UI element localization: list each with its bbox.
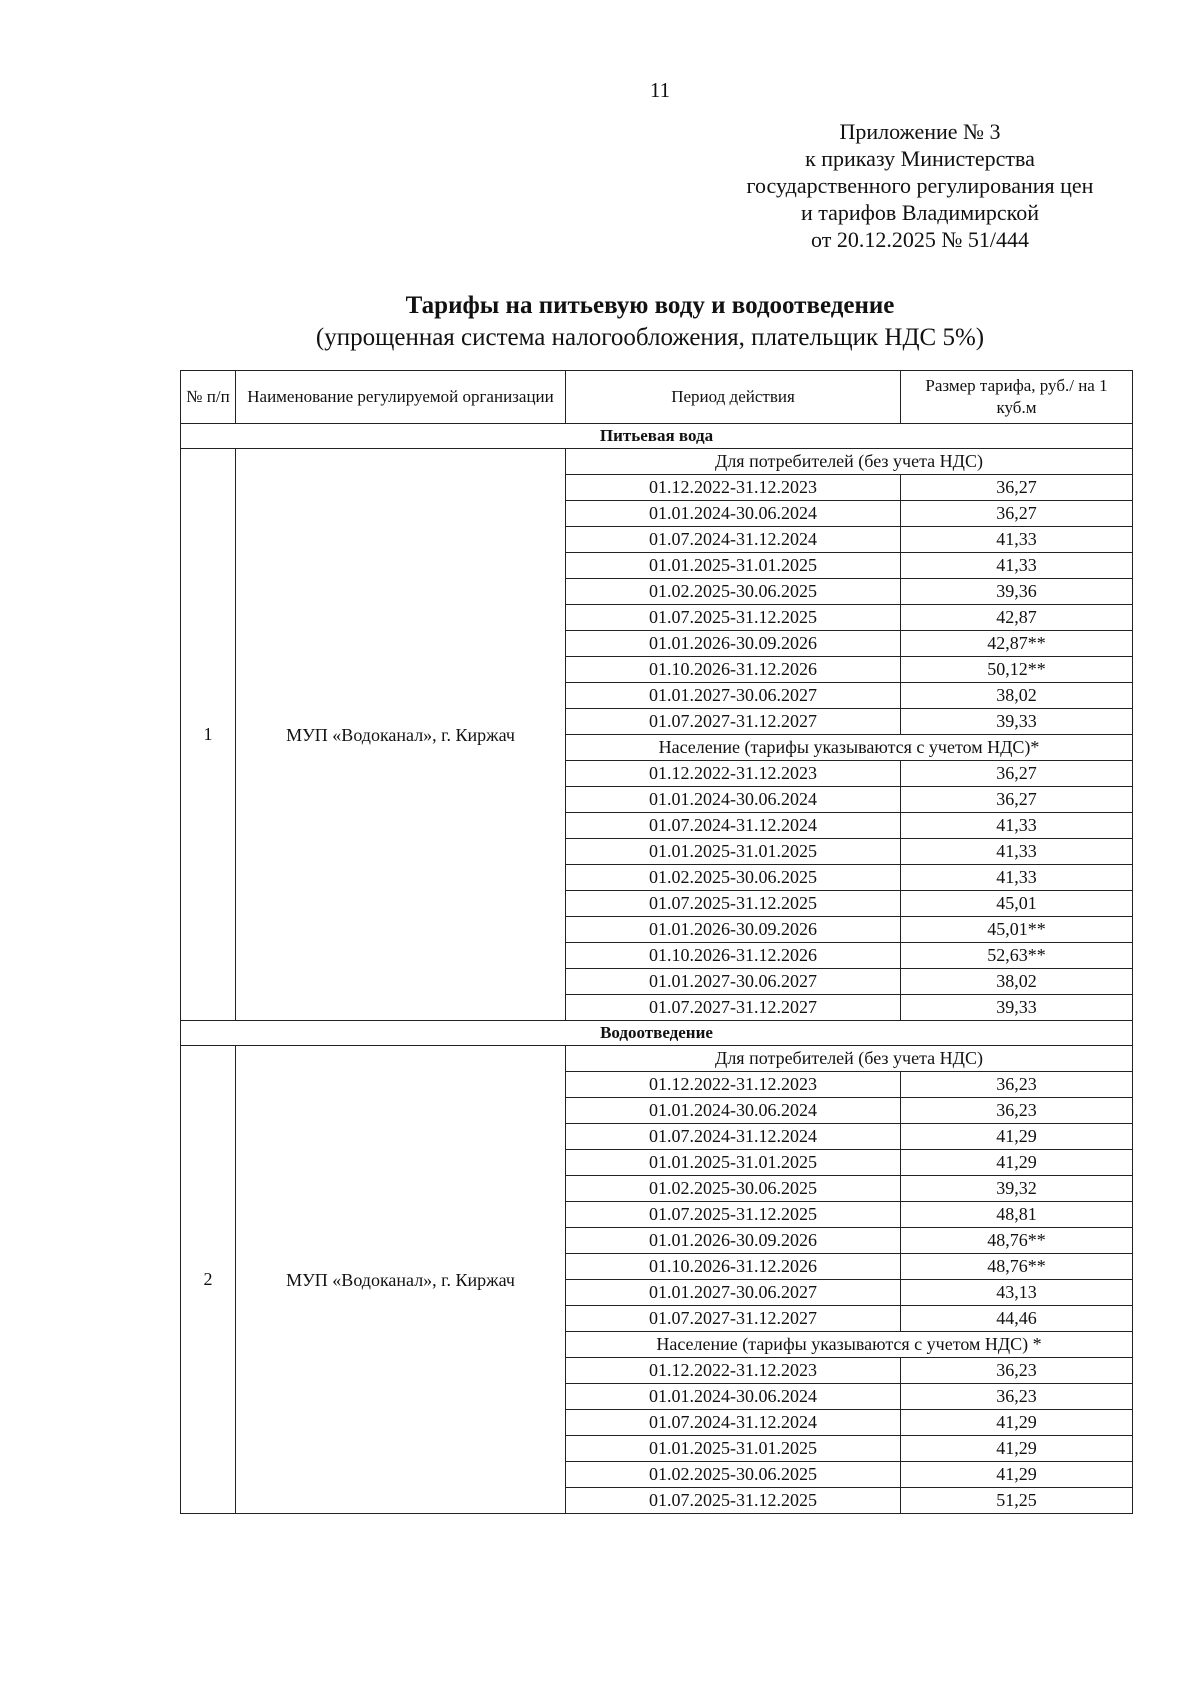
tariff-cell: 39,32 [901, 1176, 1133, 1202]
group-label: Для потребителей (без учета НДС) [566, 449, 1133, 475]
section-title: Водоотведение [181, 1021, 1133, 1046]
tariff-cell: 44,46 [901, 1306, 1133, 1332]
group-label: Население (тарифы указываются с учетом НДС)* [566, 735, 1133, 761]
period-cell: 01.07.2025-31.12.2025 [566, 605, 901, 631]
period-cell: 01.12.2022-31.12.2023 [566, 475, 901, 501]
tariff-cell: 51,25 [901, 1488, 1133, 1514]
tariff-cell: 41,33 [901, 527, 1133, 553]
period-cell: 01.01.2025-31.01.2025 [566, 553, 901, 579]
period-cell: 01.01.2024-30.06.2024 [566, 787, 901, 813]
section-row [181, 1021, 1133, 1046]
row-number: 2 [181, 1046, 236, 1514]
document-subtitle: (упрощенная система налогообложения, плательщик НДС 5%) [315, 324, 985, 351]
tariff-cell: 41,29 [901, 1462, 1133, 1488]
period-cell: 01.12.2022-31.12.2023 [566, 1358, 901, 1384]
organization-name: МУП «Водоканал», г. Киржач [236, 1046, 566, 1514]
section-row [181, 424, 1133, 449]
period-cell: 01.07.2027-31.12.2027 [566, 709, 901, 735]
header-organization: Наименование регулируемой организации [236, 371, 566, 424]
tariff-cell: 36,23 [901, 1384, 1133, 1410]
tariff-cell: 48,81 [901, 1202, 1133, 1228]
period-cell: 01.01.2027-30.06.2027 [566, 683, 901, 709]
appendix-line: от 20.12.2025 № 51/444 [811, 227, 1029, 252]
tariff-cell: 36,23 [901, 1072, 1133, 1098]
period-cell: 01.01.2024-30.06.2024 [566, 1384, 901, 1410]
group-label: Население (тарифы указываются с учетом НДС) * [566, 1332, 1133, 1358]
period-cell: 01.01.2026-30.09.2026 [566, 631, 901, 657]
tariff-cell: 41,29 [901, 1124, 1133, 1150]
period-cell: 01.02.2025-30.06.2025 [566, 1462, 901, 1488]
period-cell: 01.07.2024-31.12.2024 [566, 1410, 901, 1436]
table-body [181, 424, 1133, 1514]
tariff-cell: 41,33 [901, 839, 1133, 865]
period-cell: 01.02.2025-30.06.2025 [566, 579, 901, 605]
period-cell: 01.07.2025-31.12.2025 [566, 1202, 901, 1228]
tariff-cell: 39,33 [901, 709, 1133, 735]
tariff-cell: 36,23 [901, 1098, 1133, 1124]
period-cell: 01.07.2024-31.12.2024 [566, 527, 901, 553]
period-cell: 01.07.2025-31.12.2025 [566, 1488, 901, 1514]
period-cell: 01.01.2024-30.06.2024 [566, 501, 901, 527]
tariff-cell: 39,33 [901, 995, 1133, 1021]
page-number: 11 [649, 78, 671, 102]
tariff-cell: 50,12** [901, 657, 1133, 683]
section-title: Питьевая вода [181, 424, 1133, 449]
appendix-line: и тарифов Владимирской [800, 200, 1040, 225]
tariff-cell: 38,02 [901, 683, 1133, 709]
tariff-cell: 36,27 [901, 475, 1133, 501]
document-title: Тарифы на питьевую воду и водоотведение [405, 292, 895, 319]
period-cell: 01.01.2027-30.06.2027 [566, 1280, 901, 1306]
header-period: Период действия [566, 371, 901, 424]
tariff-cell: 45,01 [901, 891, 1133, 917]
tariff-cell: 39,36 [901, 579, 1133, 605]
period-cell: 01.01.2026-30.09.2026 [566, 917, 901, 943]
tariff-cell: 41,33 [901, 865, 1133, 891]
tariff-table [180, 370, 1133, 1514]
tariff-cell: 41,29 [901, 1436, 1133, 1462]
period-cell: 01.12.2022-31.12.2023 [566, 1072, 901, 1098]
period-cell: 01.07.2024-31.12.2024 [566, 813, 901, 839]
period-cell: 01.01.2024-30.06.2024 [566, 1098, 901, 1124]
organization-name: МУП «Водоканал», г. Киржач [236, 449, 566, 1021]
tariff-cell: 36,27 [901, 501, 1133, 527]
tariff-cell: 41,33 [901, 553, 1133, 579]
header-number: № п/п [181, 371, 236, 424]
tariff-cell: 41,29 [901, 1150, 1133, 1176]
group-row [181, 1046, 1133, 1072]
tariff-cell: 43,13 [901, 1280, 1133, 1306]
group-row [181, 449, 1133, 475]
tariff-cell: 41,33 [901, 813, 1133, 839]
tariff-cell: 48,76** [901, 1254, 1133, 1280]
tariff-cell: 41,29 [901, 1410, 1133, 1436]
period-cell: 01.01.2026-30.09.2026 [566, 1228, 901, 1254]
tariff-cell: 48,76** [901, 1228, 1133, 1254]
group-label: Для потребителей (без учета НДС) [566, 1046, 1133, 1072]
period-cell: 01.01.2025-31.01.2025 [566, 1150, 901, 1176]
period-cell: 01.01.2025-31.01.2025 [566, 839, 901, 865]
period-cell: 01.07.2025-31.12.2025 [566, 891, 901, 917]
tariff-cell: 36,27 [901, 761, 1133, 787]
appendix-line: Приложение № 3 [839, 119, 1001, 144]
appendix-line: государственного регулирования цен [746, 173, 1094, 198]
tariff-cell: 36,27 [901, 787, 1133, 813]
period-cell: 01.10.2026-31.12.2026 [566, 943, 901, 969]
period-cell: 01.10.2026-31.12.2026 [566, 1254, 901, 1280]
period-cell: 01.12.2022-31.12.2023 [566, 761, 901, 787]
period-cell: 01.07.2027-31.12.2027 [566, 1306, 901, 1332]
period-cell: 01.07.2027-31.12.2027 [566, 995, 901, 1021]
tariff-cell: 42,87** [901, 631, 1133, 657]
appendix-line: к приказу Министерства [805, 146, 1035, 171]
period-cell: 01.01.2025-31.01.2025 [566, 1436, 901, 1462]
period-cell: 01.01.2027-30.06.2027 [566, 969, 901, 995]
period-cell: 01.02.2025-30.06.2025 [566, 1176, 901, 1202]
period-cell: 01.07.2024-31.12.2024 [566, 1124, 901, 1150]
table-header-row [181, 371, 1133, 424]
tariff-cell: 36,23 [901, 1358, 1133, 1384]
tariff-cell: 52,63** [901, 943, 1133, 969]
tariff-cell: 45,01** [901, 917, 1133, 943]
tariff-cell: 38,02 [901, 969, 1133, 995]
tariff-cell: 42,87 [901, 605, 1133, 631]
row-number: 1 [181, 449, 236, 1021]
appendix-header [730, 118, 1110, 253]
period-cell: 01.02.2025-30.06.2025 [566, 865, 901, 891]
period-cell: 01.10.2026-31.12.2026 [566, 657, 901, 683]
header-tariff: Размер тарифа, руб./ на 1 куб.м [901, 371, 1133, 424]
